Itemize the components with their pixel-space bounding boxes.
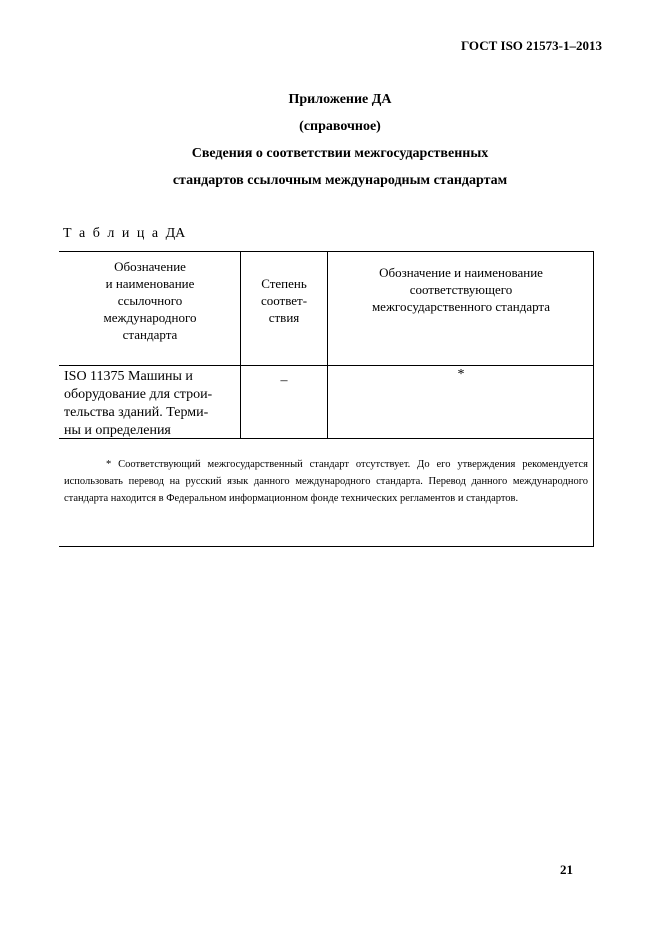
column-header-line: Обозначение и наименование — [379, 265, 543, 280]
appendix-subtitle-line-2: стандартов ссылочным международным стандартам — [172, 173, 508, 188]
column-divider-2 — [327, 251, 328, 439]
cell-line: ны и определения — [64, 423, 171, 438]
table-label-word: Т а б л и ц а — [63, 226, 161, 241]
table-footnote: * Соответствующий межгосударственный стандарт отсутствует. До его утверждения рекомендуется использовать перевод на русский язык данного международного стандарта. Перевод данного международного стандарта находится в Федеральном информационном фонде технических регламентов и стандартов. — [64, 459, 588, 504]
column-header-line: и наименование — [105, 276, 195, 291]
column-header-line: межгосударственного стандарта — [371, 299, 551, 314]
page-number: 21 — [560, 862, 573, 877]
table-label-number: ДА — [165, 226, 186, 241]
cell-line: тельства зданий. Терми- — [64, 405, 209, 420]
column-header-line: международного — [103, 310, 197, 325]
column-header-degree — [242, 275, 326, 326]
column-header-line: Обозначение — [114, 259, 186, 274]
cell-line: ISO 11375 Машины и — [64, 369, 193, 384]
table-label — [63, 226, 185, 242]
column-header-line: соответствующего — [409, 282, 513, 297]
column-header-line: ссылочного — [117, 293, 183, 308]
column-header-line: ствия — [268, 310, 300, 325]
appendix-subtitle-line-1: Сведения о соответствии межгосударственных — [191, 146, 489, 161]
appendix-title: Приложение ДА — [288, 92, 392, 107]
column-header-line: соответ- — [260, 293, 308, 308]
column-header-line: Степень — [261, 276, 307, 291]
column-header-reference — [62, 258, 238, 343]
column-header-line: стандарта — [122, 327, 178, 342]
cell-interstate-standard: * — [457, 367, 465, 382]
column-divider-1 — [240, 251, 241, 439]
column-header-interstate — [329, 264, 593, 315]
cell-line: оборудование для строи- — [64, 387, 213, 402]
appendix-kind: (справочное) — [299, 119, 381, 134]
cell-degree: – — [280, 373, 288, 388]
standard-code: ГОСТ ISO 21573-1–2013 — [460, 38, 602, 53]
cell-reference-standard — [64, 368, 239, 440]
